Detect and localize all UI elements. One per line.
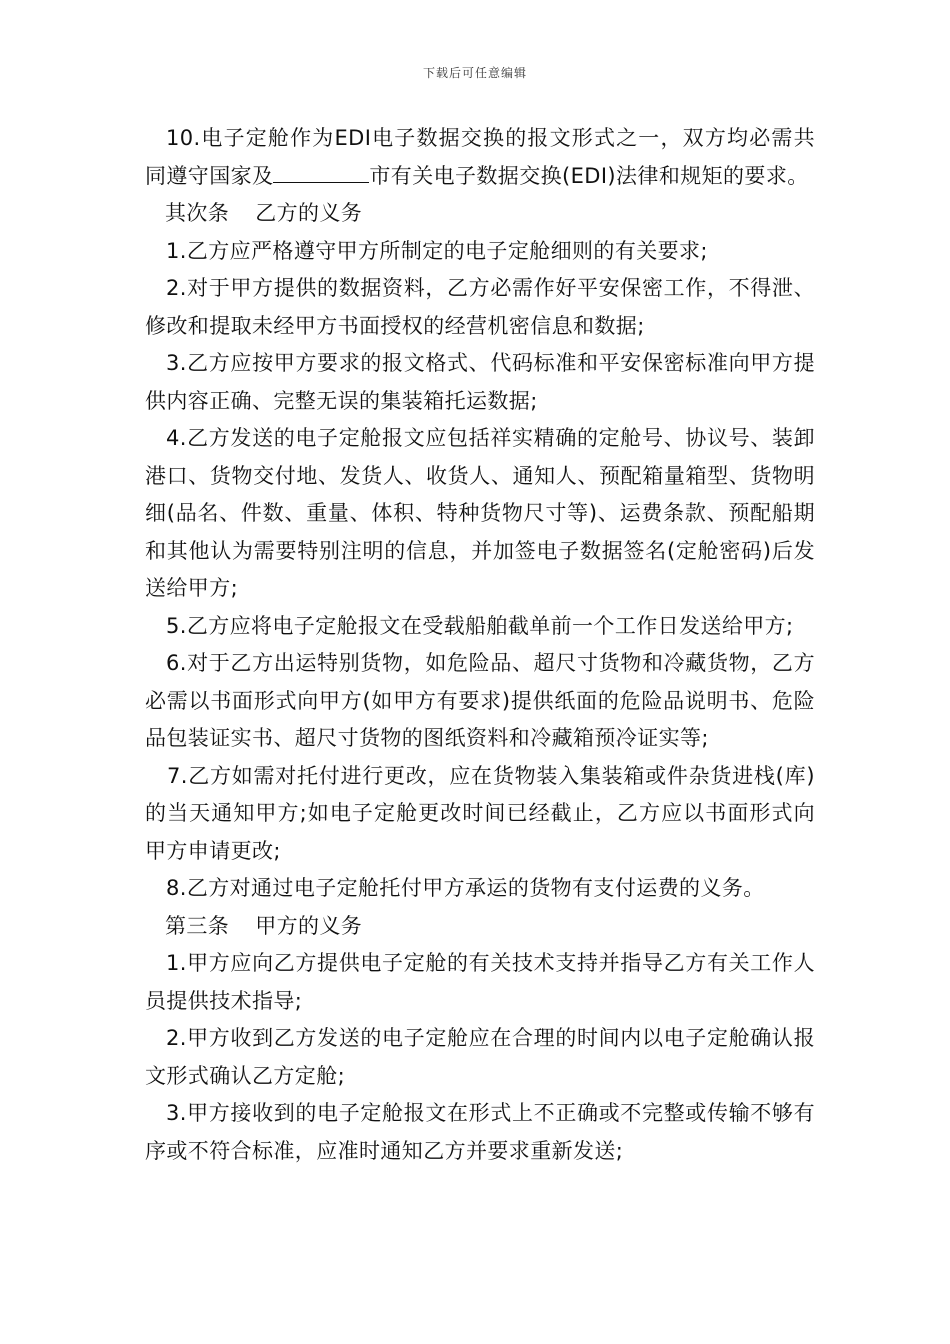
section-2-item-4: 4.乙方发送的电子定舱报文应包括祥实精确的定舱号、协议号、装卸港口、货物交付地、发货人、收货人、通知人、预配箱量箱型、货物明细(品名、件数、重量、体积、特种货物尺寸等)、运费条款、预配船期和其他认为需要特别注明的信息，并加签电子数据签名(定舱密码)后发送给甲方; bbox=[145, 426, 815, 600]
section-2-item-8: 8.乙方对通过电子定舱托付甲方承运的货物有支付运费的义务。 bbox=[166, 876, 765, 900]
clause-10-text-after: 市有关电子数据交换(EDI)法律和规矩的要求。 bbox=[369, 163, 809, 188]
section-2-item-7: 7.乙方如需对托付进行更改，应在货物装入集装箱或件杂货进栈(库)的当天通知甲方;如电子定舱更改时间已经截止，乙方应以书面形式向甲方申请更改; bbox=[145, 763, 815, 863]
section-2-item-3: 3.乙方应按甲方要求的报文格式、代码标准和平安保密标准向甲方提供内容正确、完整无误的集装箱托运数据; bbox=[145, 351, 815, 413]
page-header: 下载后可任意编辑 bbox=[422, 66, 527, 80]
section-3-heading bbox=[145, 908, 815, 946]
clause-10-paragraph bbox=[145, 120, 815, 195]
section-2-heading bbox=[145, 195, 815, 233]
section-2-item-1: 1.乙方应严格遵守甲方所制定的电子定舱细则的有关要求; bbox=[166, 238, 708, 263]
section-3-number: 第三条 bbox=[165, 913, 230, 938]
section-2-item-6: 6.对于乙方出运特别货物，如危险品、超尺寸货物和冷藏货物，乙方必需以书面形式向甲方(如甲方有要求)提供纸面的危险品说明书、危险品包装证实书、超尺寸货物的图纸资料和冷藏箱预冷证实等; bbox=[145, 651, 815, 750]
section-2-item-5: 5.乙方应将电子定舱报文在受载船舶截单前一个工作日发送给甲方; bbox=[166, 613, 794, 638]
clause-10-text-before: 10.电子定舱作为EDI电子数据交换的报文形式之一，双方均必需共同遵守国家及 bbox=[145, 126, 815, 188]
section-3-item-1: 1.甲方应向乙方提供电子定舱的有关技术支持并指导乙方有关工作人员提供技术指导; bbox=[145, 951, 815, 1013]
section-3-title: 甲方的义务 bbox=[255, 913, 363, 938]
section-2-title: 乙方的义务 bbox=[255, 201, 363, 225]
fill-in-blank bbox=[273, 164, 369, 183]
section-2-item-2: 2.对于甲方提供的数据资料，乙方必需作好平安保密工作，不得泄、修改和提取未经甲方书面授权的经营机密信息和数据; bbox=[145, 276, 815, 338]
section-2-number: 其次条 bbox=[165, 201, 230, 225]
section-3-item-3: 3.甲方接收到的电子定舱报文在形式上不正确或不完整或传输不够有序或不符合标准，应准时通知乙方并要求重新发送; bbox=[145, 1101, 815, 1163]
section-3-item-2: 2.甲方收到乙方发送的电子定舱应在合理的时间内以电子定舱确认报文形式确认乙方定舱; bbox=[145, 1026, 815, 1088]
document-body bbox=[145, 120, 815, 1170]
